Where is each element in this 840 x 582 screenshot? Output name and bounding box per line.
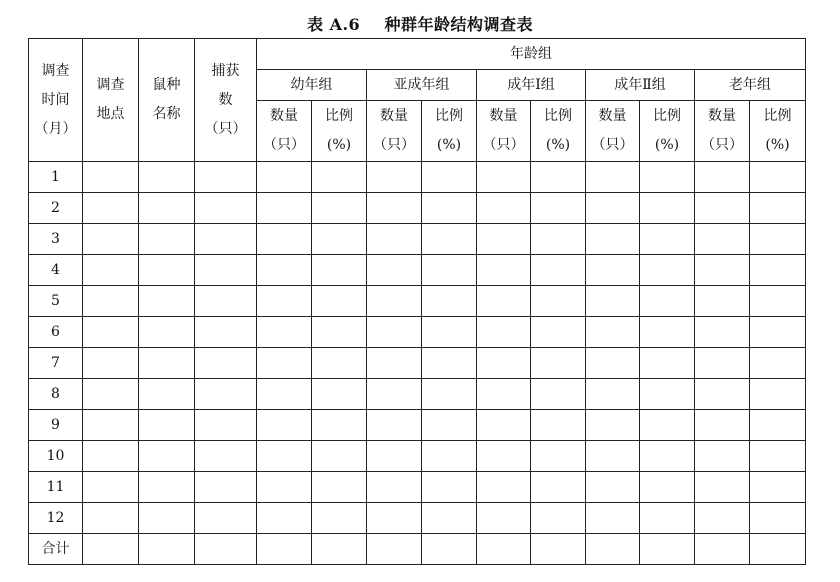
header-survey-time (29, 39, 83, 162)
empty-cell[interactable] (312, 193, 367, 224)
header-text: 捕获 (211, 62, 240, 79)
empty-cell[interactable] (586, 410, 640, 441)
empty-cell[interactable] (477, 286, 531, 317)
empty-cell[interactable] (195, 379, 257, 410)
empty-cell[interactable] (367, 193, 422, 224)
empty-cell[interactable] (477, 534, 531, 565)
row-label: 5 (29, 286, 83, 317)
empty-cell[interactable] (422, 503, 477, 534)
empty-cell[interactable] (750, 193, 806, 224)
empty-cell[interactable] (312, 317, 367, 348)
empty-cell[interactable] (139, 317, 195, 348)
empty-cell[interactable] (422, 410, 477, 441)
row-label: 8 (29, 379, 83, 410)
header-text: 数量 (708, 108, 736, 124)
empty-cell[interactable] (367, 317, 422, 348)
empty-cell[interactable] (139, 534, 195, 565)
empty-cell[interactable] (640, 162, 695, 193)
empty-cell[interactable] (367, 472, 422, 503)
empty-cell[interactable] (195, 503, 257, 534)
empty-cell[interactable] (695, 255, 750, 286)
empty-cell[interactable] (83, 317, 139, 348)
empty-cell[interactable] (750, 317, 806, 348)
empty-cell[interactable] (139, 286, 195, 317)
header-text: (%) (545, 137, 571, 153)
header-ratio-cell (312, 101, 367, 162)
table-row (29, 410, 806, 441)
empty-cell[interactable] (83, 410, 139, 441)
empty-cell[interactable] (531, 224, 586, 255)
empty-cell[interactable] (640, 441, 695, 472)
header-text: 比例 (763, 108, 792, 124)
empty-cell[interactable] (640, 410, 695, 441)
empty-cell[interactable] (586, 255, 640, 286)
row-label: 2 (29, 193, 83, 224)
empty-cell[interactable] (531, 410, 586, 441)
header-text: 时间 (41, 91, 70, 108)
empty-cell[interactable] (139, 224, 195, 255)
empty-cell[interactable] (750, 255, 806, 286)
empty-cell[interactable] (422, 255, 477, 286)
empty-cell[interactable] (640, 193, 695, 224)
empty-cell[interactable] (139, 472, 195, 503)
header-quantity-cell (477, 101, 531, 162)
empty-cell[interactable] (312, 348, 367, 379)
empty-cell[interactable] (139, 410, 195, 441)
empty-cell[interactable] (477, 224, 531, 255)
empty-cell[interactable] (477, 317, 531, 348)
empty-cell[interactable] (695, 534, 750, 565)
header-text: 名称 (152, 106, 181, 122)
table-row (29, 472, 806, 503)
empty-cell[interactable] (367, 224, 422, 255)
empty-cell[interactable] (477, 379, 531, 410)
empty-cell[interactable] (367, 255, 422, 286)
header-quantity-cell (695, 101, 750, 162)
header-text: (%) (436, 137, 462, 153)
empty-cell[interactable] (83, 379, 139, 410)
header-ratio-cell (422, 101, 477, 162)
empty-cell[interactable] (531, 317, 586, 348)
empty-cell[interactable] (195, 410, 257, 441)
header-ratio-cell (750, 101, 806, 162)
empty-cell[interactable] (531, 379, 586, 410)
empty-cell[interactable] (586, 472, 640, 503)
empty-cell[interactable] (139, 441, 195, 472)
table-row (29, 193, 806, 224)
empty-cell[interactable] (695, 348, 750, 379)
row-label: 12 (29, 503, 83, 534)
header-group-subadult: 亚成年组 (367, 70, 477, 101)
empty-cell[interactable] (195, 255, 257, 286)
empty-cell[interactable] (83, 224, 139, 255)
table-row (29, 348, 806, 379)
header-group-juvenile: 幼年组 (257, 70, 367, 101)
header-survey-place (83, 39, 139, 162)
empty-cell[interactable] (139, 193, 195, 224)
empty-cell[interactable] (586, 193, 640, 224)
empty-cell[interactable] (422, 379, 477, 410)
header-quantity-cell (367, 101, 422, 162)
row-label: 7 (29, 348, 83, 379)
empty-cell[interactable] (195, 224, 257, 255)
header-catch-count (195, 39, 257, 162)
empty-cell[interactable] (312, 286, 367, 317)
header-text: （只） (482, 137, 525, 153)
empty-cell[interactable] (195, 317, 257, 348)
header-species-name (139, 39, 195, 162)
empty-cell[interactable] (312, 224, 367, 255)
row-label: 合计 (29, 534, 83, 565)
empty-cell[interactable] (257, 255, 312, 286)
header-text: 比例 (544, 108, 572, 124)
row-label: 6 (29, 317, 83, 348)
header-text: 调查 (96, 77, 125, 93)
header-text: 鼠种 (152, 77, 181, 93)
header-text: (%) (654, 137, 680, 153)
empty-cell[interactable] (195, 162, 257, 193)
header-quantity-cell (257, 101, 312, 162)
table-row (29, 441, 806, 472)
empty-cell[interactable] (367, 410, 422, 441)
empty-cell[interactable] (531, 286, 586, 317)
empty-cell[interactable] (83, 193, 139, 224)
empty-cell[interactable] (695, 162, 750, 193)
header-text: （只） (701, 137, 743, 153)
empty-cell[interactable] (640, 224, 695, 255)
empty-cell[interactable] (750, 224, 806, 255)
empty-cell[interactable] (695, 317, 750, 348)
table-row (29, 224, 806, 255)
empty-cell[interactable] (367, 348, 422, 379)
empty-cell[interactable] (750, 503, 806, 534)
empty-cell[interactable] (640, 472, 695, 503)
empty-cell[interactable] (477, 503, 531, 534)
header-group-adult-2: 成年Ⅱ组 (586, 70, 695, 101)
empty-cell[interactable] (750, 379, 806, 410)
row-label: 1 (29, 162, 83, 193)
empty-cell[interactable] (139, 255, 195, 286)
empty-cell[interactable] (83, 286, 139, 317)
empty-cell[interactable] (422, 162, 477, 193)
header-text: 比例 (435, 108, 463, 124)
empty-cell[interactable] (367, 379, 422, 410)
empty-cell[interactable] (750, 472, 806, 503)
empty-cell[interactable] (312, 441, 367, 472)
empty-cell[interactable] (257, 503, 312, 534)
empty-cell[interactable] (257, 348, 312, 379)
empty-cell[interactable] (640, 534, 695, 565)
empty-cell[interactable] (83, 162, 139, 193)
empty-cell[interactable] (477, 193, 531, 224)
empty-cell[interactable] (195, 441, 257, 472)
empty-cell[interactable] (422, 348, 477, 379)
table-row (29, 286, 806, 317)
empty-cell[interactable] (695, 224, 750, 255)
empty-cell[interactable] (640, 348, 695, 379)
empty-cell[interactable] (640, 317, 695, 348)
empty-cell[interactable] (586, 317, 640, 348)
empty-cell[interactable] (312, 503, 367, 534)
table-row (29, 503, 806, 534)
empty-cell[interactable] (640, 255, 695, 286)
empty-cell[interactable] (695, 472, 750, 503)
empty-cell[interactable] (195, 472, 257, 503)
empty-cell[interactable] (531, 534, 586, 565)
table-row (29, 379, 806, 410)
empty-cell[interactable] (531, 348, 586, 379)
empty-cell[interactable] (586, 534, 640, 565)
empty-cell[interactable] (477, 162, 531, 193)
header-ratio-cell (640, 101, 695, 162)
header-text: 数量 (598, 108, 627, 124)
empty-cell[interactable] (695, 503, 750, 534)
header-text: 数量 (380, 108, 408, 124)
row-label: 9 (29, 410, 83, 441)
empty-cell[interactable] (195, 193, 257, 224)
empty-cell[interactable] (477, 441, 531, 472)
empty-cell[interactable] (531, 503, 586, 534)
empty-cell[interactable] (695, 193, 750, 224)
empty-cell[interactable] (750, 162, 806, 193)
table-row (29, 317, 806, 348)
empty-cell[interactable] (477, 348, 531, 379)
row-label: 4 (29, 255, 83, 286)
empty-cell[interactable] (257, 472, 312, 503)
empty-cell[interactable] (312, 255, 367, 286)
empty-cell[interactable] (586, 503, 640, 534)
table-row (29, 534, 806, 565)
header-text: (%) (765, 137, 790, 153)
empty-cell[interactable] (257, 286, 312, 317)
empty-cell[interactable] (586, 379, 640, 410)
empty-cell[interactable] (312, 162, 367, 193)
header-text: （只） (263, 137, 305, 153)
empty-cell[interactable] (83, 348, 139, 379)
empty-cell[interactable] (83, 534, 139, 565)
empty-cell[interactable] (477, 472, 531, 503)
empty-cell[interactable] (367, 441, 422, 472)
empty-cell[interactable] (586, 441, 640, 472)
empty-cell[interactable] (531, 162, 586, 193)
empty-cell[interactable] (422, 224, 477, 255)
empty-cell[interactable] (83, 255, 139, 286)
empty-cell[interactable] (640, 503, 695, 534)
header-text: 地点 (96, 106, 125, 122)
empty-cell[interactable] (422, 286, 477, 317)
header-text: （月） (34, 120, 77, 137)
header-text: 比例 (653, 108, 681, 124)
header-text: 数量 (270, 108, 298, 124)
empty-cell[interactable] (367, 286, 422, 317)
empty-cell[interactable] (531, 193, 586, 224)
empty-cell[interactable] (312, 472, 367, 503)
empty-cell[interactable] (531, 472, 586, 503)
empty-cell[interactable] (695, 441, 750, 472)
empty-cell[interactable] (477, 410, 531, 441)
empty-cell[interactable] (367, 503, 422, 534)
empty-cell[interactable] (586, 348, 640, 379)
empty-cell[interactable] (750, 286, 806, 317)
empty-cell[interactable] (312, 534, 367, 565)
row-label: 10 (29, 441, 83, 472)
header-age-group: 年龄组 (257, 39, 806, 70)
empty-cell[interactable] (139, 162, 195, 193)
empty-cell[interactable] (83, 441, 139, 472)
empty-cell[interactable] (195, 286, 257, 317)
empty-cell[interactable] (422, 193, 477, 224)
empty-cell[interactable] (367, 534, 422, 565)
empty-cell[interactable] (257, 193, 312, 224)
empty-cell[interactable] (422, 441, 477, 472)
empty-cell[interactable] (257, 379, 312, 410)
empty-cell[interactable] (83, 472, 139, 503)
empty-cell[interactable] (750, 348, 806, 379)
empty-cell[interactable] (257, 224, 312, 255)
empty-cell[interactable] (477, 255, 531, 286)
empty-cell[interactable] (586, 286, 640, 317)
empty-cell[interactable] (422, 317, 477, 348)
empty-cell[interactable] (750, 534, 806, 565)
empty-cell[interactable] (257, 317, 312, 348)
empty-cell[interactable] (640, 379, 695, 410)
empty-cell[interactable] (83, 503, 139, 534)
table-row (29, 162, 806, 193)
age-structure-table (28, 38, 806, 565)
row-label: 3 (29, 224, 83, 255)
empty-cell[interactable] (257, 441, 312, 472)
empty-cell[interactable] (257, 162, 312, 193)
empty-cell[interactable] (257, 534, 312, 565)
empty-cell[interactable] (750, 441, 806, 472)
empty-cell[interactable] (422, 472, 477, 503)
header-text: 数量 (489, 108, 518, 124)
header-text: （只） (373, 137, 415, 153)
empty-cell[interactable] (195, 348, 257, 379)
empty-cell[interactable] (531, 441, 586, 472)
empty-cell[interactable] (750, 410, 806, 441)
header-text: （只） (591, 137, 634, 153)
empty-cell[interactable] (586, 224, 640, 255)
empty-cell[interactable] (367, 162, 422, 193)
empty-cell[interactable] (139, 348, 195, 379)
empty-cell[interactable] (695, 410, 750, 441)
row-label: 11 (29, 472, 83, 503)
empty-cell[interactable] (422, 534, 477, 565)
table-title: 表 A.6 种群年龄结构调查表 (307, 15, 533, 34)
empty-cell[interactable] (586, 162, 640, 193)
header-text: （只） (204, 120, 247, 137)
header-ratio-cell (531, 101, 586, 162)
empty-cell[interactable] (257, 410, 312, 441)
empty-cell[interactable] (531, 255, 586, 286)
header-group-old: 老年组 (695, 70, 806, 101)
empty-cell[interactable] (195, 534, 257, 565)
header-text: 比例 (325, 108, 353, 124)
empty-cell[interactable] (139, 379, 195, 410)
header-group-adult-1: 成年Ⅰ组 (477, 70, 586, 101)
empty-cell[interactable] (312, 410, 367, 441)
table-row (29, 255, 806, 286)
header-text: (%) (326, 137, 352, 153)
header-text: 调查 (41, 62, 70, 79)
empty-cell[interactable] (695, 379, 750, 410)
empty-cell[interactable] (312, 379, 367, 410)
empty-cell[interactable] (640, 286, 695, 317)
header-text: 数 (218, 91, 233, 108)
header-quantity-cell (586, 101, 640, 162)
empty-cell[interactable] (139, 503, 195, 534)
empty-cell[interactable] (695, 286, 750, 317)
